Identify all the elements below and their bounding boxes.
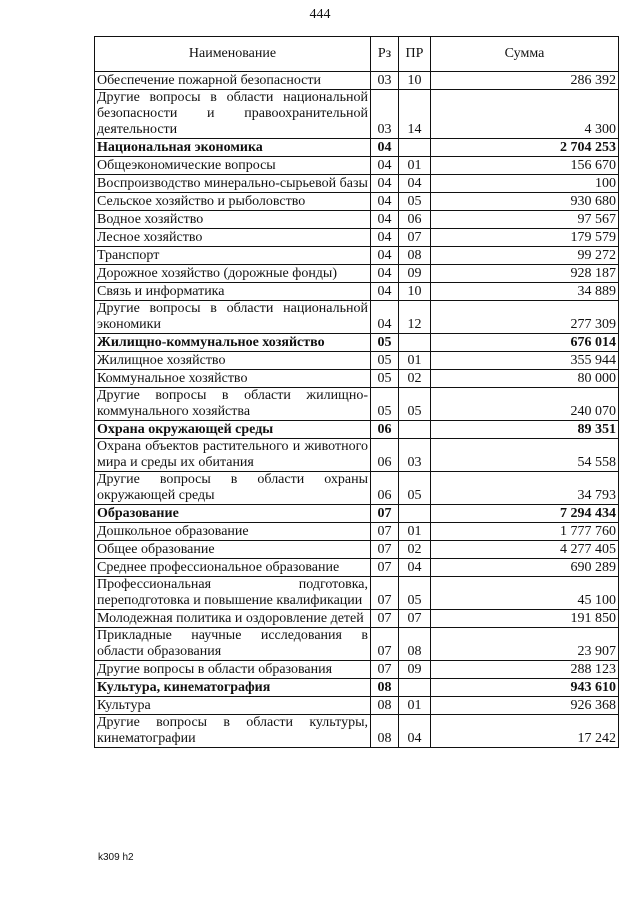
table-row	[95, 697, 619, 715]
row-rz: 07	[371, 610, 399, 628]
row-name: Молодежная политика и оздоровление детей	[95, 610, 371, 628]
row-pr: 02	[399, 370, 431, 388]
row-pr: 08	[399, 628, 431, 661]
row-sum: 34 889	[431, 283, 619, 301]
row-rz: 04	[371, 175, 399, 193]
row-rz: 07	[371, 541, 399, 559]
row-pr: 10	[399, 72, 431, 90]
row-name: Культура, кинематография	[95, 679, 371, 697]
table-row	[95, 715, 619, 748]
row-name: Связь и информатика	[95, 283, 371, 301]
row-rz: 05	[371, 352, 399, 370]
table-section-row	[95, 421, 619, 439]
row-name: Охрана окружающей среды	[95, 421, 371, 439]
row-rz: 04	[371, 301, 399, 334]
table-row	[95, 559, 619, 577]
row-rz: 04	[371, 157, 399, 175]
table-row	[95, 229, 619, 247]
row-sum: 45 100	[431, 577, 619, 610]
row-pr: 05	[399, 577, 431, 610]
row-name: Охрана объектов растительного и животного мира и среды их обитания	[95, 439, 371, 472]
table-row	[95, 610, 619, 628]
row-sum: 4 300	[431, 90, 619, 139]
row-rz: 05	[371, 370, 399, 388]
table-row	[95, 577, 619, 610]
row-name: Другие вопросы в области образования	[95, 661, 371, 679]
row-name: Общее образование	[95, 541, 371, 559]
row-rz: 03	[371, 72, 399, 90]
row-name: Образование	[95, 505, 371, 523]
row-sum: 17 242	[431, 715, 619, 748]
table-header-row	[95, 37, 619, 72]
table-row	[95, 247, 619, 265]
table-section-row	[95, 139, 619, 157]
table-row	[95, 370, 619, 388]
row-rz: 05	[371, 334, 399, 352]
row-name: Дошкольное образование	[95, 523, 371, 541]
table-row	[95, 661, 619, 679]
table-row	[95, 265, 619, 283]
row-rz: 07	[371, 523, 399, 541]
table-row	[95, 175, 619, 193]
row-name: Другие вопросы в области национальной экономики	[95, 301, 371, 334]
row-sum: 23 907	[431, 628, 619, 661]
row-sum: 355 944	[431, 352, 619, 370]
row-name: Другие вопросы в области жилищно-коммунального хозяйства	[95, 388, 371, 421]
row-rz: 04	[371, 265, 399, 283]
row-rz: 03	[371, 90, 399, 139]
row-pr: 01	[399, 697, 431, 715]
row-rz: 06	[371, 472, 399, 505]
row-rz: 07	[371, 559, 399, 577]
row-rz: 05	[371, 388, 399, 421]
row-rz: 08	[371, 697, 399, 715]
table-row	[95, 472, 619, 505]
row-rz: 04	[371, 247, 399, 265]
table-row	[95, 283, 619, 301]
row-pr: 08	[399, 247, 431, 265]
row-sum: 89 351	[431, 421, 619, 439]
row-sum: 277 309	[431, 301, 619, 334]
row-rz: 04	[371, 139, 399, 157]
header-name: Наименование	[95, 37, 371, 72]
row-sum: 97 567	[431, 211, 619, 229]
row-sum: 100	[431, 175, 619, 193]
row-rz: 08	[371, 715, 399, 748]
row-name: Дорожное хозяйство (дорожные фонды)	[95, 265, 371, 283]
row-sum: 928 187	[431, 265, 619, 283]
row-pr: 06	[399, 211, 431, 229]
row-rz: 04	[371, 229, 399, 247]
row-name: Транспорт	[95, 247, 371, 265]
row-pr: 05	[399, 388, 431, 421]
row-name: Воспроизводство минерально-сырьевой базы	[95, 175, 371, 193]
row-sum: 690 289	[431, 559, 619, 577]
row-sum: 930 680	[431, 193, 619, 211]
row-pr	[399, 139, 431, 157]
row-name: Жилищное хозяйство	[95, 352, 371, 370]
row-name: Обеспечение пожарной безопасности	[95, 72, 371, 90]
row-sum: 34 793	[431, 472, 619, 505]
table-body	[95, 72, 619, 748]
row-pr: 03	[399, 439, 431, 472]
table-row	[95, 72, 619, 90]
row-sum: 943 610	[431, 679, 619, 697]
row-pr: 01	[399, 352, 431, 370]
row-pr: 14	[399, 90, 431, 139]
row-rz: 07	[371, 661, 399, 679]
page-number: 444	[309, 7, 331, 22]
footer-code: k309 h2	[98, 852, 134, 863]
row-rz: 07	[371, 505, 399, 523]
row-rz: 04	[371, 193, 399, 211]
row-pr: 05	[399, 472, 431, 505]
row-name: Другие вопросы в области культуры, кинематографии	[95, 715, 371, 748]
row-pr: 07	[399, 229, 431, 247]
row-name: Лесное хозяйство	[95, 229, 371, 247]
row-sum: 1 777 760	[431, 523, 619, 541]
table-row	[95, 541, 619, 559]
table-row	[95, 628, 619, 661]
row-name: Другие вопросы в области национальной безопасности и правоохранительной деятельности	[95, 90, 371, 139]
row-name: Коммунальное хозяйство	[95, 370, 371, 388]
row-pr	[399, 334, 431, 352]
row-rz: 04	[371, 211, 399, 229]
row-pr: 05	[399, 193, 431, 211]
row-name: Общеэкономические вопросы	[95, 157, 371, 175]
row-name: Профессиональная подготовка, переподготовка и повышение квалификации	[95, 577, 371, 610]
row-sum: 191 850	[431, 610, 619, 628]
row-pr: 01	[399, 157, 431, 175]
row-rz: 07	[371, 577, 399, 610]
row-pr: 09	[399, 661, 431, 679]
row-name: Сельское хозяйство и рыболовство	[95, 193, 371, 211]
row-sum: 240 070	[431, 388, 619, 421]
table-section-row	[95, 679, 619, 697]
header-rz: Рз	[371, 37, 399, 72]
row-sum: 926 368	[431, 697, 619, 715]
row-sum: 288 123	[431, 661, 619, 679]
row-sum: 179 579	[431, 229, 619, 247]
row-sum: 7 294 434	[431, 505, 619, 523]
table-row	[95, 157, 619, 175]
row-pr: 07	[399, 610, 431, 628]
row-sum: 80 000	[431, 370, 619, 388]
row-rz: 04	[371, 283, 399, 301]
row-pr	[399, 421, 431, 439]
row-pr: 04	[399, 175, 431, 193]
table-row	[95, 211, 619, 229]
row-sum: 99 272	[431, 247, 619, 265]
table-section-row	[95, 334, 619, 352]
row-rz: 06	[371, 421, 399, 439]
row-pr	[399, 679, 431, 697]
row-name: Водное хозяйство	[95, 211, 371, 229]
row-rz: 06	[371, 439, 399, 472]
row-pr: 09	[399, 265, 431, 283]
row-name: Культура	[95, 697, 371, 715]
row-sum: 676 014	[431, 334, 619, 352]
table-row	[95, 301, 619, 334]
row-sum: 4 277 405	[431, 541, 619, 559]
row-pr: 12	[399, 301, 431, 334]
row-pr: 04	[399, 559, 431, 577]
row-rz: 08	[371, 679, 399, 697]
row-name: Прикладные научные исследования в области образования	[95, 628, 371, 661]
table-row	[95, 388, 619, 421]
table-row	[95, 90, 619, 139]
row-name: Другие вопросы в области охраны окружающей среды	[95, 472, 371, 505]
table-section-row	[95, 505, 619, 523]
header-pr: ПР	[399, 37, 431, 72]
row-pr	[399, 505, 431, 523]
budget-table	[94, 36, 619, 748]
row-pr: 04	[399, 715, 431, 748]
row-sum: 286 392	[431, 72, 619, 90]
row-sum: 2 704 253	[431, 139, 619, 157]
header-sum: Сумма	[431, 37, 619, 72]
row-pr: 10	[399, 283, 431, 301]
table-row	[95, 193, 619, 211]
table-row	[95, 439, 619, 472]
row-name: Жилищно-коммунальное хозяйство	[95, 334, 371, 352]
row-rz: 07	[371, 628, 399, 661]
row-name: Среднее профессиональное образование	[95, 559, 371, 577]
table-row	[95, 523, 619, 541]
row-pr: 01	[399, 523, 431, 541]
row-name: Национальная экономика	[95, 139, 371, 157]
row-sum: 156 670	[431, 157, 619, 175]
row-pr: 02	[399, 541, 431, 559]
row-sum: 54 558	[431, 439, 619, 472]
table-row	[95, 352, 619, 370]
